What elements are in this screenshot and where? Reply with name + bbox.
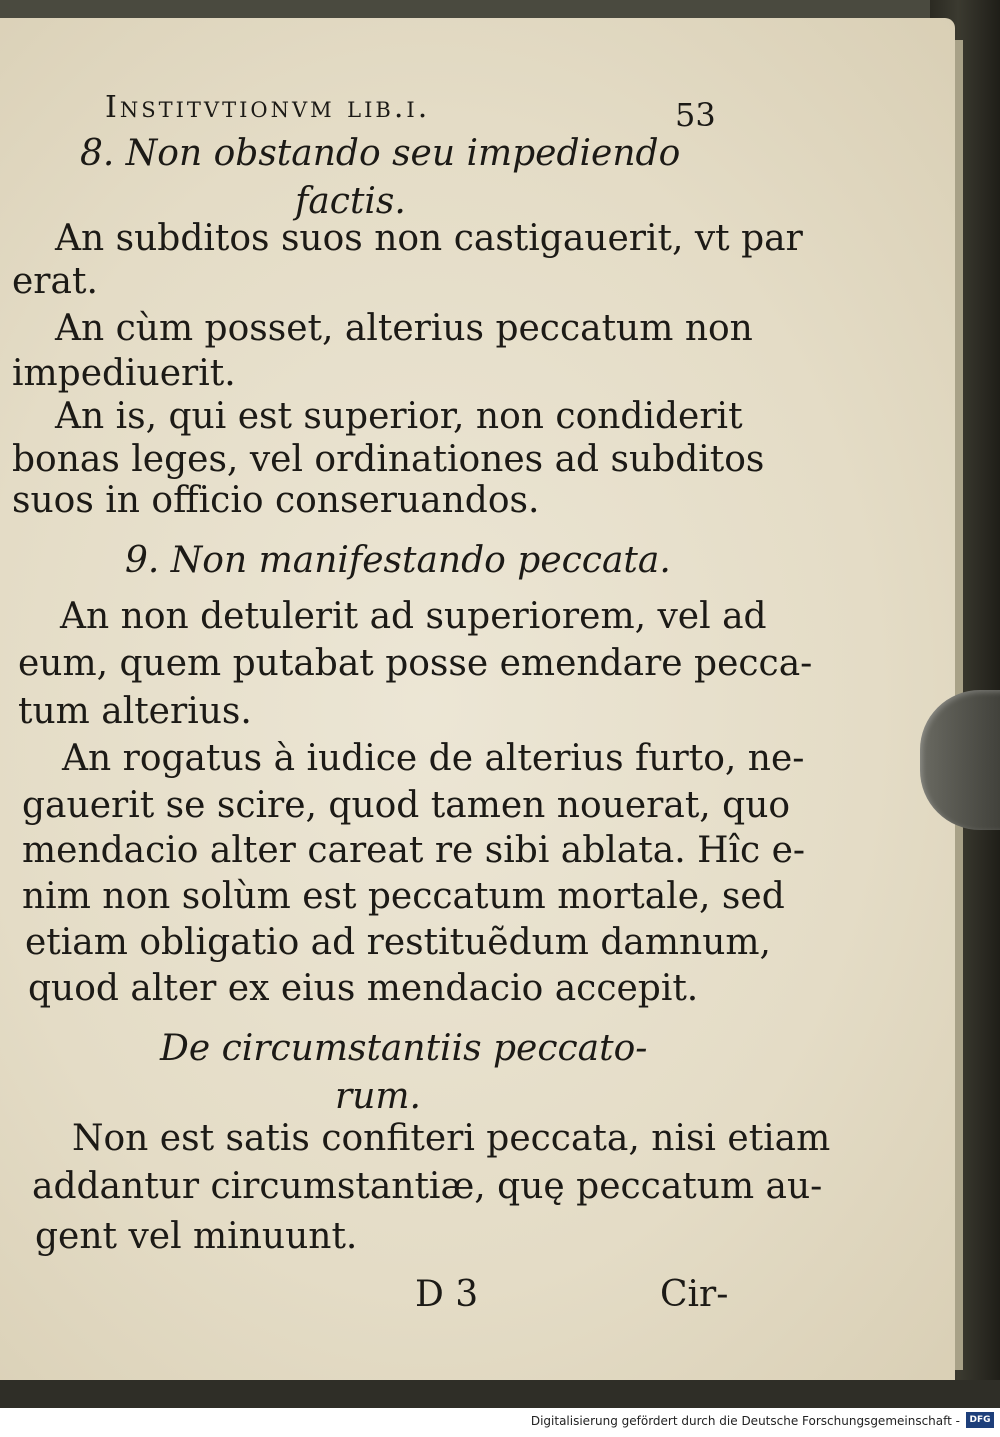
text-line: etiam obligatio ad restituẽdum damnum, bbox=[25, 922, 771, 963]
section-heading: factis. bbox=[295, 181, 406, 222]
section-heading: rum. bbox=[335, 1076, 421, 1117]
text-line: tum alterius. bbox=[18, 691, 252, 732]
text-line: eum, quem putabat posse emendare pecca- bbox=[18, 643, 813, 684]
funding-caption: Digitalisierung gefördert durch die Deutsche Forschungsgemeinschaft - bbox=[530, 1414, 960, 1428]
scan-bottom-edge bbox=[0, 1380, 1000, 1408]
catchword: Cir- bbox=[660, 1274, 729, 1315]
running-head: Institvtionvm lib.i. bbox=[105, 90, 431, 125]
text-line: erat. bbox=[12, 261, 98, 302]
text-line: An is, qui est superior, non condiderit bbox=[55, 396, 743, 437]
book-page bbox=[0, 18, 955, 1393]
text-line: An non detulerit ad superiorem, vel ad bbox=[60, 596, 767, 637]
text-line: gauerit se scire, quod tamen nouerat, quo bbox=[22, 785, 791, 826]
text-line: An rogatus à iudice de alterius furto, ne- bbox=[62, 738, 805, 779]
text-line: impediuerit. bbox=[12, 353, 236, 394]
text-line: addantur circumstantiæ, quę peccatum au- bbox=[32, 1166, 823, 1207]
dfg-logo: DFG bbox=[966, 1412, 994, 1428]
signature-mark: D 3 bbox=[415, 1274, 479, 1315]
text-line: An subditos suos non castigauerit, vt par bbox=[55, 218, 803, 259]
text-line: gent vel minuunt. bbox=[35, 1216, 358, 1257]
text-line: quod alter ex eius mendacio accepit. bbox=[28, 968, 699, 1009]
section-heading: De circumstantiis peccato- bbox=[160, 1028, 648, 1069]
page-number: 53 bbox=[675, 96, 716, 134]
text-line: bonas leges, vel ordinationes ad subditos bbox=[12, 439, 765, 480]
text-line: Non est satis confiteri peccata, nisi etiam bbox=[72, 1118, 831, 1159]
section-heading: 9. Non manifestando peccata. bbox=[125, 540, 671, 581]
text-line: An cùm posset, alterius peccatum non bbox=[55, 308, 753, 349]
text-line: mendacio alter careat re sibi ablata. Hîc e- bbox=[22, 830, 806, 871]
section-heading: 8. Non obstando seu impediendo bbox=[80, 133, 681, 174]
text-line: suos in officio conseruandos. bbox=[12, 480, 540, 521]
text-line: nim non solùm est peccatum mortale, sed bbox=[22, 876, 785, 917]
